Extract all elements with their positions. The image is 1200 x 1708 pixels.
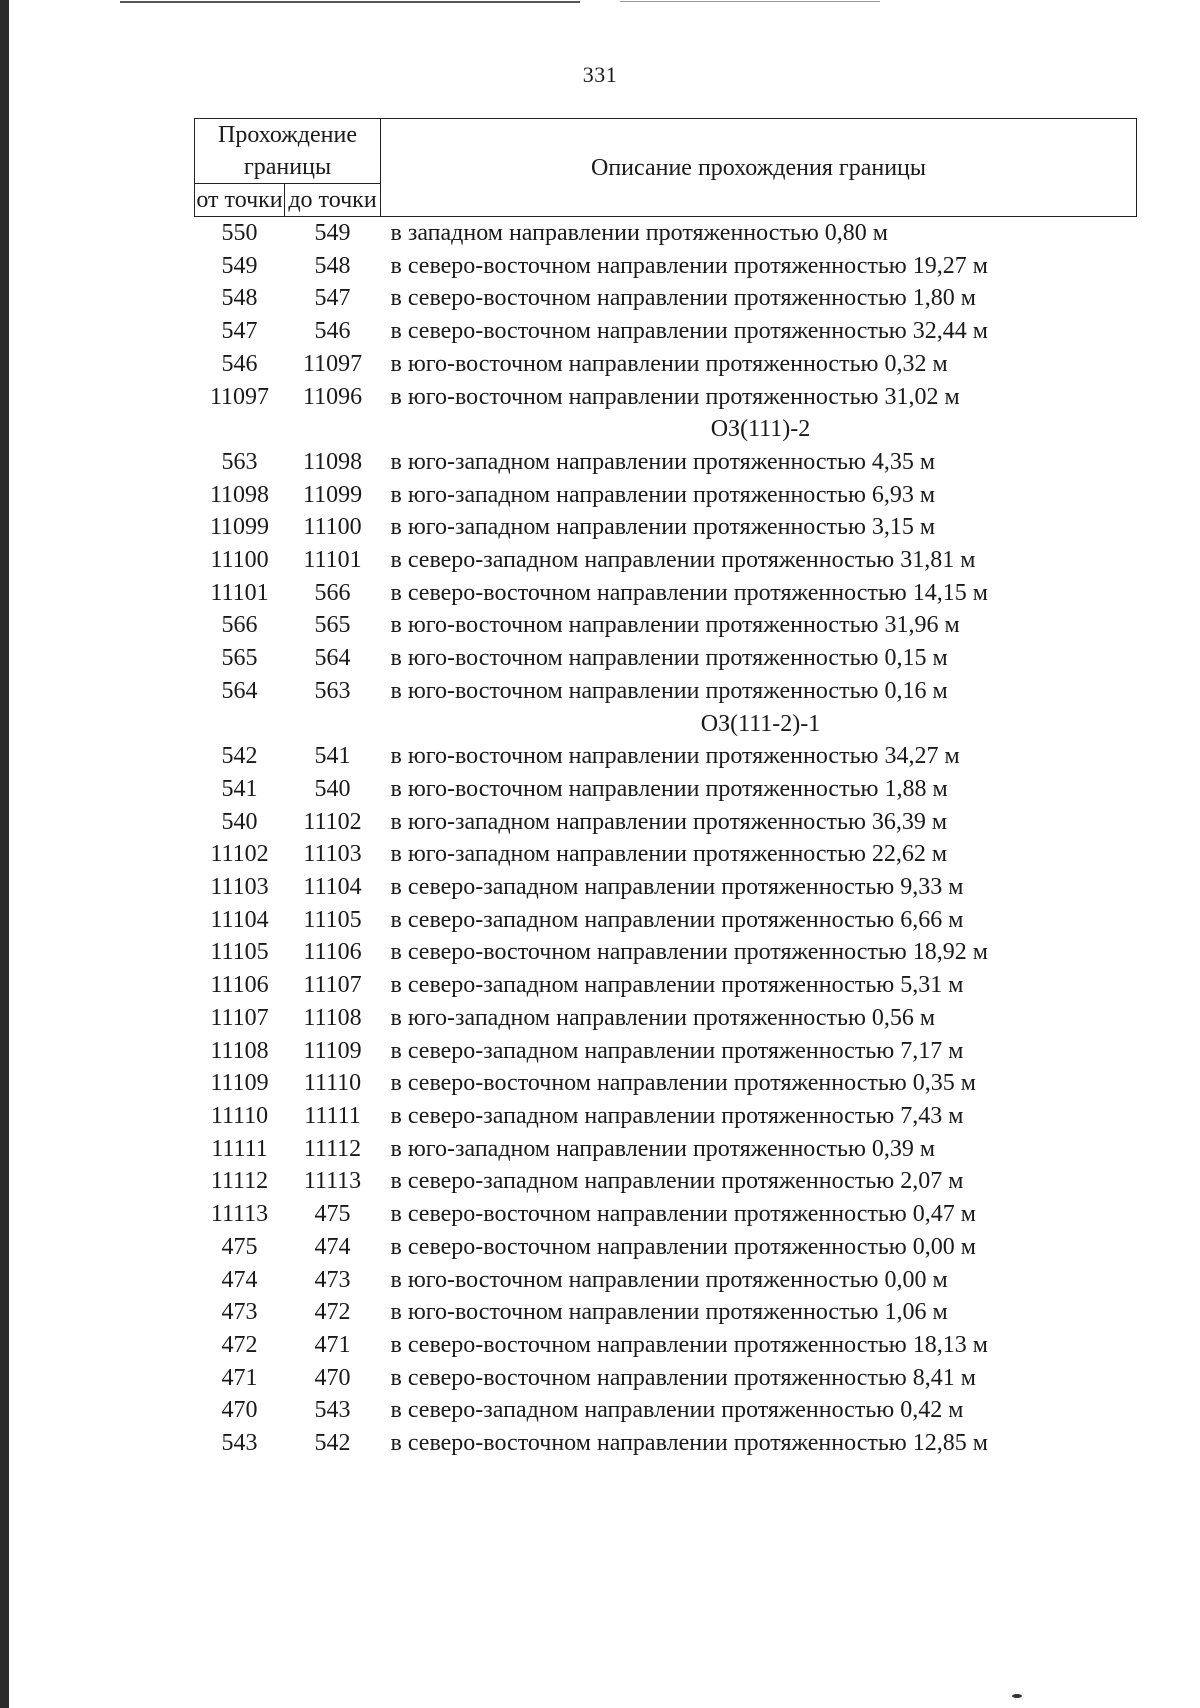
to-point: 11109 [303, 1037, 362, 1064]
from-point: 11097 [209, 383, 270, 410]
table-row [195, 250, 1137, 283]
boundary-description: в северо-восточном направлении протяженностью 1,80 м [390, 285, 976, 312]
table-row [195, 1329, 1137, 1362]
to-point: 11098 [302, 448, 363, 475]
to-point: 547 [314, 285, 351, 312]
table-row [195, 1002, 1137, 1035]
to-point: 11096 [302, 383, 363, 410]
to-point: 11097 [302, 350, 363, 377]
boundary-description: в юго-восточном направлении протяженностью 1,06 м [390, 1299, 948, 1326]
to-point: 11105 [303, 906, 362, 933]
boundary-description: в северо-западном направлении протяженностью 31,81 м [390, 547, 976, 574]
from-point: 11113 [210, 1201, 269, 1228]
table-row [195, 1035, 1137, 1068]
header-passage: Прохождение границы [195, 119, 381, 184]
boundary-description: в юго-восточном направлении протяженностью 34,27 м [390, 743, 960, 770]
from-point: 11099 [209, 514, 270, 541]
boundary-description: в юго-западном направлении протяженностью 36,39 м [390, 808, 948, 835]
boundary-description: в северо-восточном направлении протяженностью 8,41 м [390, 1364, 976, 1391]
to-point: 11108 [303, 1004, 362, 1031]
section-row [195, 708, 1137, 741]
from-point: 566 [221, 612, 258, 639]
to-point: 11100 [303, 514, 362, 541]
from-point: 11102 [210, 841, 269, 868]
from-point: 11106 [210, 972, 269, 999]
to-point: 542 [314, 1430, 351, 1457]
table-row [195, 282, 1137, 315]
table-row [195, 1165, 1137, 1198]
from-point: 11111 [211, 1135, 268, 1162]
from-point: 550 [221, 220, 258, 246]
to-point: 549 [314, 220, 351, 246]
boundary-description: в северо-восточном направлении протяженностью 32,44 м [390, 318, 988, 345]
from-point: 11108 [210, 1037, 269, 1064]
from-point: 470 [221, 1397, 258, 1424]
from-point: 564 [221, 677, 258, 704]
boundary-description: в северо-восточном направлении протяженностью 0,35 м [390, 1070, 976, 1097]
to-point: 473 [314, 1266, 351, 1293]
table-row [195, 1231, 1137, 1264]
table-row [195, 577, 1137, 610]
boundary-description: в юго-восточном направлении протяженностью 31,96 м [390, 612, 960, 639]
from-point: 474 [221, 1266, 258, 1293]
to-point: 11110 [303, 1070, 362, 1097]
table-row [195, 904, 1137, 937]
to-point: 11103 [303, 841, 362, 868]
to-point: 564 [314, 645, 351, 672]
section-label: ОЗ(111-2)-1 [700, 710, 821, 737]
from-point: 11107 [210, 1004, 269, 1031]
from-point: 475 [221, 1233, 258, 1260]
to-point: 470 [314, 1364, 351, 1391]
table-row [195, 936, 1137, 969]
table-row [195, 348, 1137, 381]
boundary-description: в северо-восточном направлении протяженностью 19,27 м [390, 252, 988, 279]
from-point: 11112 [210, 1168, 269, 1195]
boundary-description: в северо-восточном направлении протяженностью 18,92 м [390, 939, 988, 966]
table-row [195, 773, 1137, 806]
table-row [195, 217, 1137, 250]
table-row [195, 315, 1137, 348]
boundary-description: в северо-восточном направлении протяженностью 18,13 м [390, 1331, 988, 1358]
boundary-description: в северо-западном направлении протяженностью 9,33 м [390, 874, 964, 901]
to-point: 563 [314, 677, 351, 704]
table-row [195, 511, 1137, 544]
page-number: 331 [582, 62, 618, 87]
boundary-description: в юго-восточном направлении протяженностью 31,02 м [390, 383, 960, 410]
from-point: 549 [221, 252, 258, 279]
from-point: 543 [221, 1430, 258, 1457]
boundary-description: в северо-восточном направлении протяженностью 0,47 м [390, 1201, 976, 1228]
boundary-description: в северо-западном направлении протяженностью 0,42 м [390, 1397, 964, 1424]
to-point: 541 [314, 743, 351, 770]
from-point: 11100 [210, 547, 269, 574]
from-point: 546 [221, 350, 258, 377]
boundary-description: в юго-западном направлении протяженностью 22,62 м [390, 841, 948, 868]
boundary-description: в юго-восточном направлении протяженностью 0,15 м [390, 645, 948, 672]
table-body [195, 217, 1137, 1460]
from-point: 563 [221, 448, 258, 475]
from-point: 11105 [210, 939, 269, 966]
boundary-description: в северо-восточном направлении протяженностью 12,85 м [390, 1430, 988, 1457]
boundary-description: в юго-западном направлении протяженностью 0,56 м [390, 1004, 936, 1031]
table-row [195, 544, 1137, 577]
table-row [195, 1427, 1137, 1460]
boundary-table [194, 118, 1137, 1460]
to-point: 543 [314, 1397, 351, 1424]
boundary-description: в северо-западном направлении протяженностью 5,31 м [390, 972, 964, 999]
to-point: 472 [314, 1299, 351, 1326]
boundary-description: в северо-западном направлении протяженностью 2,07 м [390, 1168, 964, 1195]
boundary-description: в северо-восточном направлении протяженностью 0,00 м [390, 1233, 976, 1260]
table-row [195, 838, 1137, 871]
table-row [195, 1133, 1137, 1166]
to-point: 540 [314, 775, 351, 802]
to-point: 11104 [303, 874, 362, 901]
boundary-description: в северо-западном направлении протяженностью 7,43 м [390, 1102, 964, 1129]
table-row [195, 740, 1137, 773]
boundary-description: в юго-восточном направлении протяженностью 0,32 м [390, 350, 948, 377]
section-row [195, 413, 1137, 446]
from-point: 11109 [210, 1070, 269, 1097]
table-row [195, 1362, 1137, 1395]
boundary-description: в северо-западном направлении протяженностью 6,66 м [390, 906, 964, 933]
header-from: от точки [195, 184, 285, 217]
boundary-description: в северо-восточном направлении протяженностью 14,15 м [390, 579, 988, 606]
to-point: 11106 [303, 939, 362, 966]
to-point: 565 [314, 612, 351, 639]
table-row [195, 1394, 1137, 1427]
from-point: 542 [221, 743, 258, 770]
from-point: 548 [221, 285, 258, 312]
section-label: ОЗ(111)-2 [710, 416, 811, 443]
to-point: 11112 [303, 1135, 362, 1162]
boundary-description: в юго-западном направлении протяженностью 4,35 м [390, 448, 936, 475]
to-point: 548 [314, 252, 351, 279]
boundary-description: в юго-западном направлении протяженностью 0,39 м [390, 1135, 936, 1162]
table-row [195, 1198, 1137, 1231]
to-point: 11113 [303, 1168, 362, 1195]
table-row [195, 675, 1137, 708]
from-point: 540 [221, 808, 258, 835]
table-row [195, 1296, 1137, 1329]
boundary-description: в северо-западном направлении протяженностью 7,17 м [390, 1037, 964, 1064]
scan-speck [1012, 1694, 1022, 1698]
boundary-description: в юго-западном направлении протяженностью 6,93 м [390, 481, 936, 508]
boundary-description: в юго-западном направлении протяженностью 3,15 м [390, 514, 936, 541]
table-row [195, 609, 1137, 642]
table-row [195, 871, 1137, 904]
to-point: 11111 [304, 1102, 361, 1129]
to-point: 475 [314, 1201, 351, 1228]
from-point: 541 [221, 775, 258, 802]
from-point: 471 [221, 1364, 258, 1391]
table-header [195, 119, 1137, 217]
from-point: 473 [221, 1299, 258, 1326]
table-row [195, 479, 1137, 512]
table-row [195, 1067, 1137, 1100]
table-row [195, 969, 1137, 1002]
to-point: 11101 [303, 547, 362, 574]
from-point: 547 [221, 318, 258, 345]
table-row [195, 446, 1137, 479]
from-point: 11110 [210, 1102, 269, 1129]
header-to: до точки [285, 184, 381, 217]
to-point: 11099 [302, 481, 363, 508]
to-point: 474 [314, 1233, 351, 1260]
table-row [195, 1264, 1137, 1297]
boundary-description: в юго-восточном направлении протяженностью 1,88 м [390, 775, 948, 802]
to-point: 546 [314, 318, 351, 345]
from-point: 11103 [210, 874, 269, 901]
header-description: Описание прохождения границы [381, 119, 1137, 217]
from-point: 565 [221, 645, 258, 672]
from-point: 11104 [210, 906, 269, 933]
from-point: 472 [221, 1331, 258, 1358]
table-row [195, 381, 1137, 414]
from-point: 11098 [209, 481, 270, 508]
to-point: 566 [314, 579, 351, 606]
table-row [195, 642, 1137, 675]
scan-edge [0, 0, 9, 1708]
to-point: 471 [314, 1331, 351, 1358]
to-point: 11107 [303, 972, 362, 999]
from-point: 11101 [210, 579, 269, 606]
boundary-description: в юго-восточном направлении протяженностью 0,16 м [390, 677, 948, 704]
table-row [195, 806, 1137, 839]
scan-artifact-line [120, 1, 580, 3]
table-row [195, 1100, 1137, 1133]
boundary-description: в юго-восточном направлении протяженностью 0,00 м [390, 1266, 948, 1293]
scan-artifact-line [620, 1, 880, 2]
boundary-description: в западном направлении протяженностью 0,80 м [390, 220, 888, 246]
to-point: 11102 [303, 808, 362, 835]
